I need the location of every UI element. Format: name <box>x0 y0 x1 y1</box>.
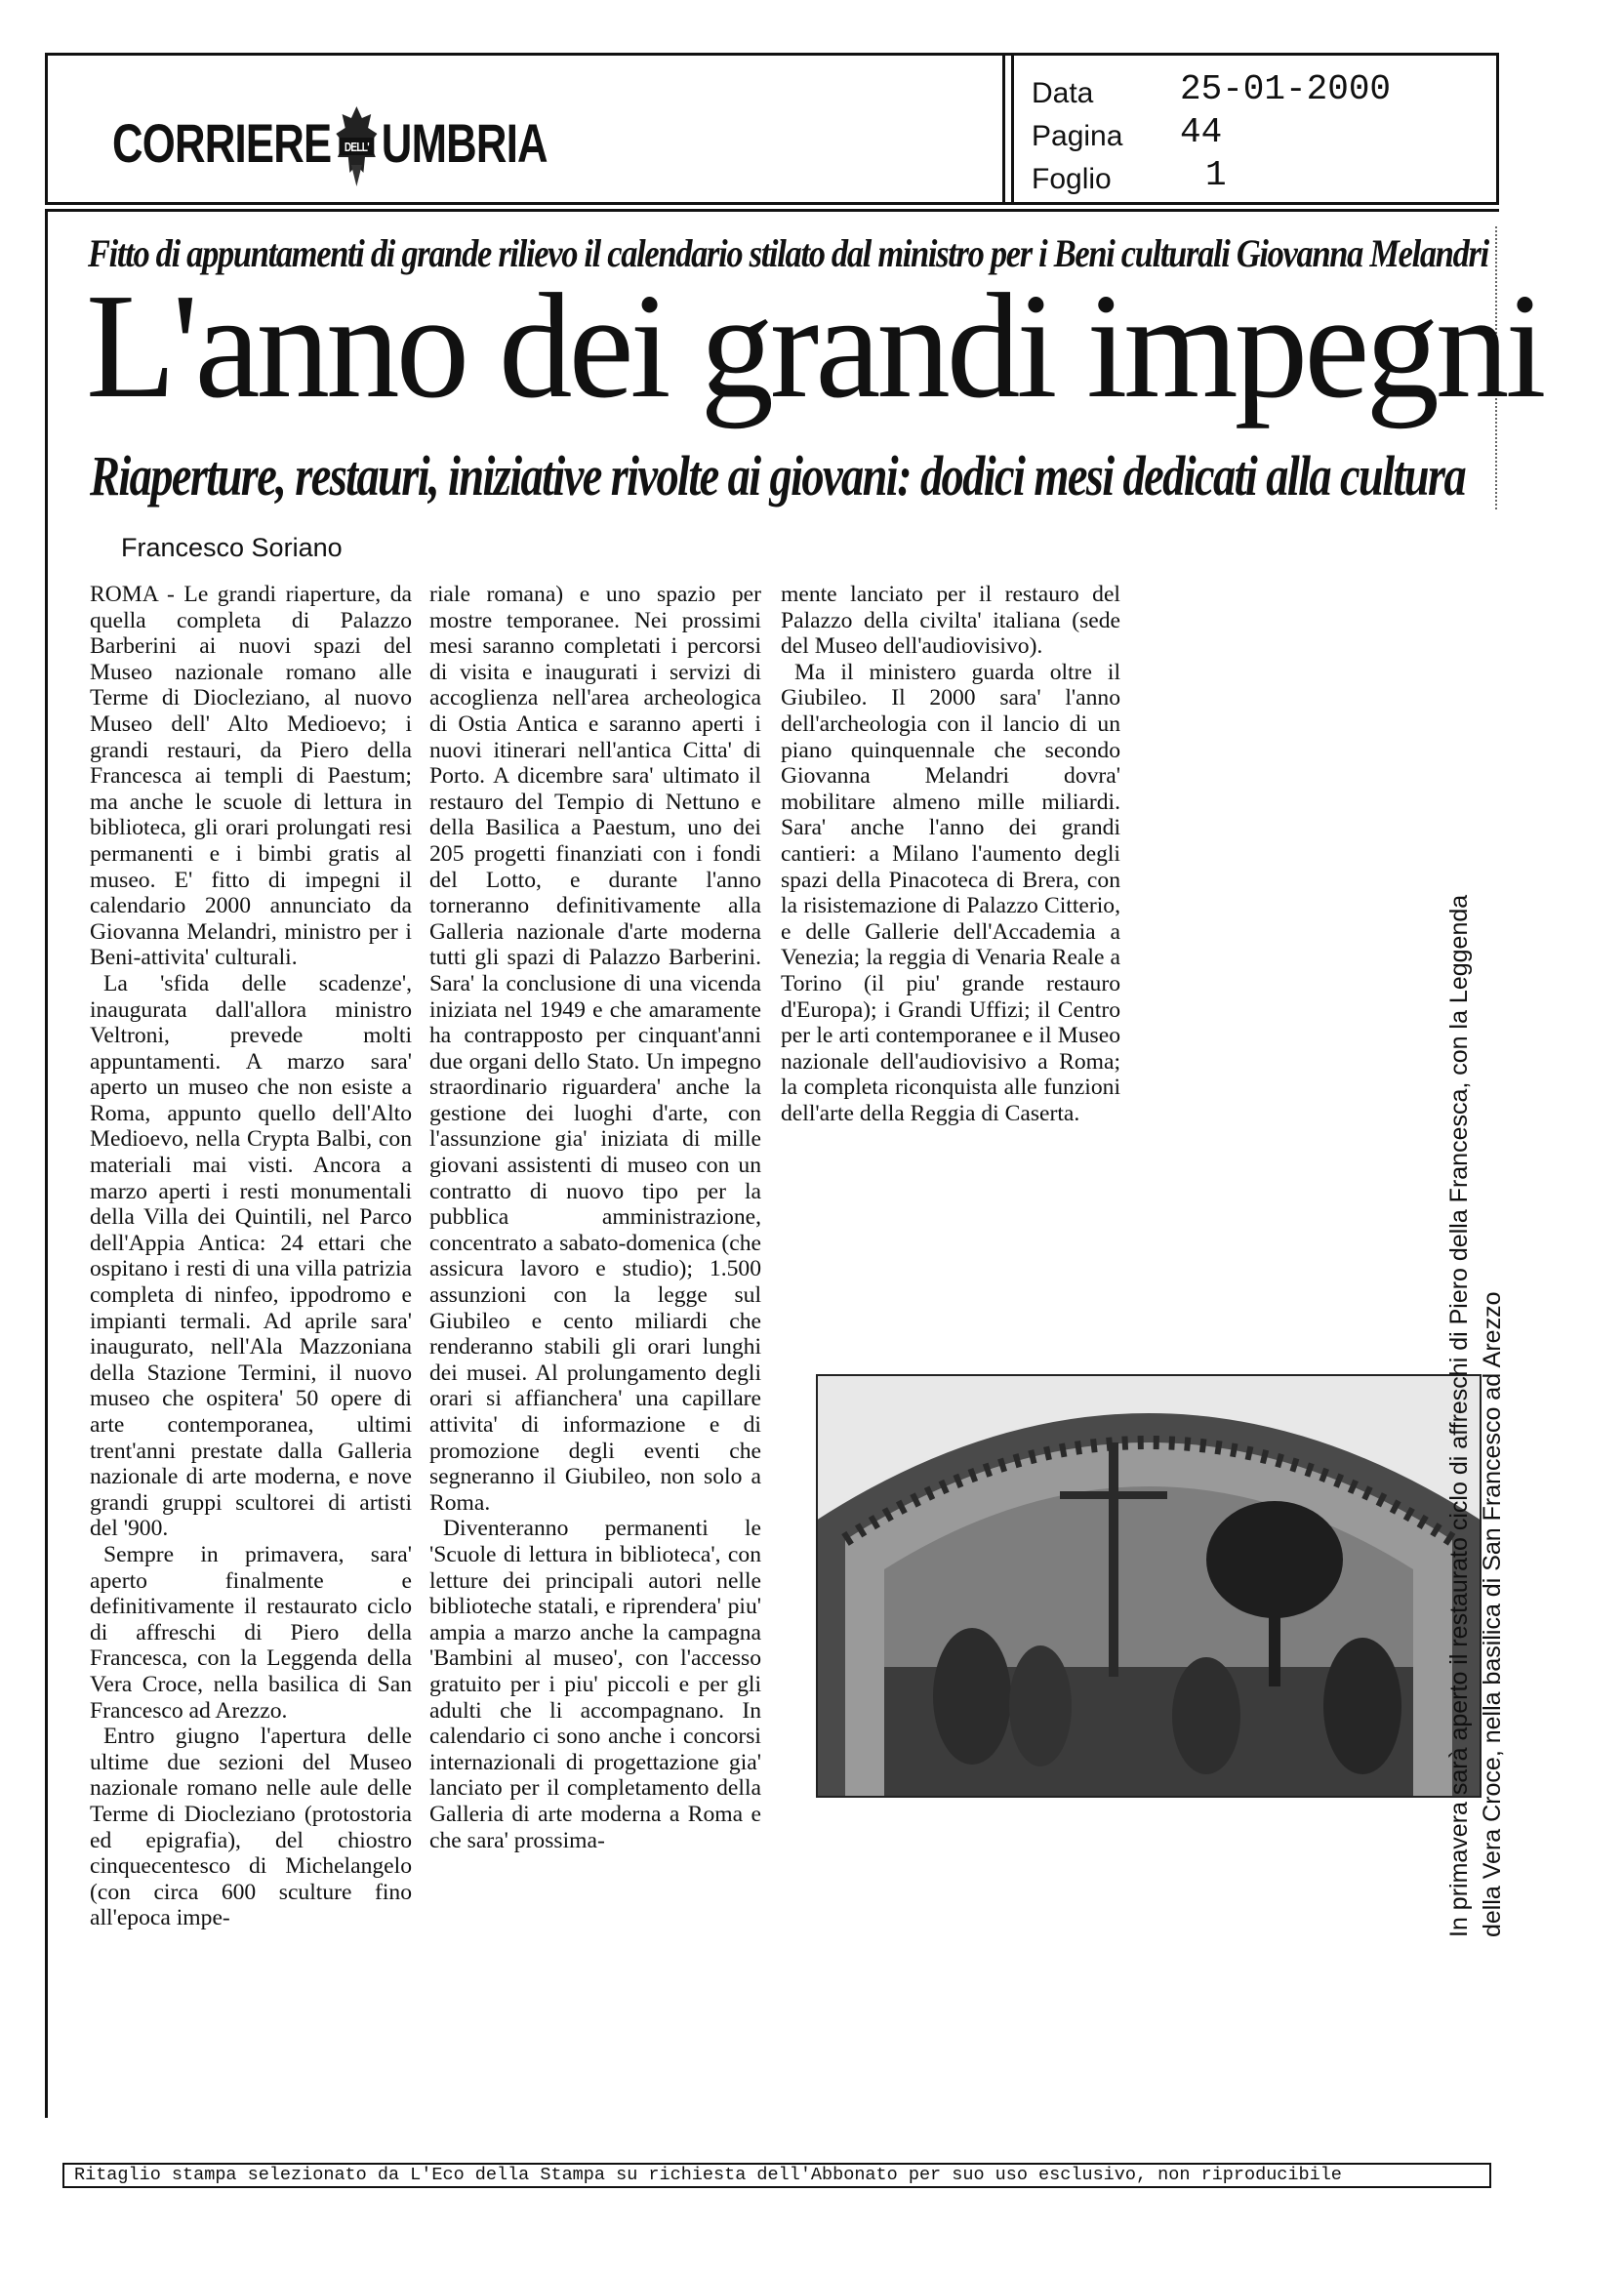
logo-text-middle: DELL' <box>344 140 369 155</box>
paragraph: Sempre in primavera, sara' aperto finalmente e definitivamente il restaurato ciclo di affreschi di Piero della Francesca, con la Leggenda della Vera Croce, nella basilica di San Francesco ad Arezzo. <box>90 1541 412 1724</box>
paragraph: Ma il ministero guarda oltre il Giubileo. Il 2000 sara' l'anno dell'archeologia con il lancio di un piano quinquennale che secondo Giovanna Melandri dovra' mobilitare almeno mille miliardi. Sara' anche l'anno dei grandi cantieri: a Milano l'aumento degli spazi della Pinacoteca di Brera, con la risistemazione di Palazzo Citterio, e delle Gallerie dell'Accademia a Venezia; la reggia di Venaria Reale a Torino (il piu' grande restauro d'Europa); i Grandi Uffizi; il Centro per le arti contemporanee e il Museo nazionale dell'audiovisivo a Roma; la completa riconquista alle funzioni dell'arte della Reggia di Caserta. <box>781 659 1120 1126</box>
meta-label: Pagina <box>1032 120 1123 152</box>
caption-line-2: della Vera Croce, nella basilica di San Francesco ad Arezzo <box>1479 1291 1506 1937</box>
paragraph: La 'sfida delle scadenze', inaugurata dall'allora ministro Veltroni, prevede molti appuntamenti. A marzo sara' aperto un museo che non esiste a Roma, appunto quello dell'Alto Medioevo, nella Crypta Balbi, con materiali mai visti. Ancora a marzo aperti i resti monumentali della Villa dei Quintili, nel Parco dell'Appia Antica: 24 ettari che ospitano i resti di una villa patrizia completa di ninfeo, ippodromo e impianti termali. Ad aprile sara' inaugurato, nell'Ala Mazzoniana della Stazione Termini, il nuovo museo che ospitera' 50 opere di arte contemporanea, ultimi trent'anni prestate dalla Galleria nazionale di arte moderna, e nove grandi gruppi scultorei di artisti del '900. <box>90 970 412 1542</box>
meta-row-sheet <box>1032 155 1490 198</box>
meta-row-date <box>1032 69 1490 112</box>
photo-caption <box>1442 805 1509 1937</box>
article-column-2 <box>429 582 761 1853</box>
header-divider <box>1002 56 1014 202</box>
paragraph: ROMA - Le grandi riaperture, da quella completa di Palazzo Barberini ai nuovi spazi del Museo nazionale romano alle Terme di Diocleziano, al nuovo Museo dell' Alto Medioevo; i grandi restauri, da Piero della Francesca ai templi di Paestum; ma anche le scuole di lettura in biblioteca, gli orari prolungati resi permanenti e i bimbi gratis al museo. E' fitto di impegni il calendario 2000 annunciato da Giovanna Melandri, ministro per i Beni-attivita' culturali. <box>90 582 412 971</box>
caption-line-1: In primavera sarà aperto il restaurato ciclo di affreschi di Piero della Francesca, con la Leggenda <box>1445 894 1473 1937</box>
paragraph: Diventeranno permanenti le 'Scuole di lettura in biblioteca', con letture dei principali autori nelle biblioteche statali, e riprendera' piu' ampia a marzo anche la campagna 'Bambini al museo', con l'accesso gratuito per i piu' piccoli e per gli adulti che li accompagnano. In calendario ci sono anche i concorsi internazionali di progettazione gia' lanciato per il completamento della Galleria di arte moderna a Roma e che sara' prossima- <box>429 1516 761 1853</box>
paragraph: riale romana) e uno spazio per mostre temporanee. Nei prossimi mesi saranno completati i percorsi di visita e inaugurati i servizi di accoglienza nell'area archeologica di Ostia Antica e saranno aperti i nuovi itinerari nell'antica Citta' di Porto. A dicembre sara' ultimato il restauro del Tempio di Nettuno e della Basilica a Paestum, uno dei 205 progetti finanziati con i fondi del Lotto, e durante l'anno torneranno definitivamente alla Galleria nazionale d'arte moderna tutti gli spazi di Palazzo Barberini. Sara' la conclusione di una vicenda iniziata nel 1949 e che amaramente ha contrapposto per cinquant'anni due organi dello Stato. Un impegno straordinario riguardera' anche la gestione dei luoghi d'arte, con l'assunzione gia' iniziata di mille giovani assistenti di museo con un contratto di nuovo tipo per la pubblica amministrazione, concentrato a sabato-domenica (che assicura lavoro e studio); 1.500 assunzioni con la legge sul Giubileo e cento miliardi che renderanno stabili gli orari lunghi dei musei. Al prolungamento degli orari si affianchera' una capillare attivita' di informazione e di promozione degli eventi che segneranno il Giubileo, non solo a Roma. <box>429 582 761 1516</box>
article-headline: L'anno dei grandi impegni <box>86 264 1543 429</box>
article-top-rule <box>45 209 1499 212</box>
meta-label: Data <box>1032 77 1094 109</box>
article-column-3 <box>781 582 1120 1126</box>
fresco-image <box>816 1374 1482 1798</box>
meta-value: 1 <box>1205 155 1227 195</box>
header-box <box>45 53 1499 205</box>
article-byline: Francesco Soriano <box>121 533 343 562</box>
meta-label: Foglio <box>1032 163 1112 195</box>
fresco-photo <box>816 1374 1482 1798</box>
logo-text-left: CORRIERE <box>112 111 332 174</box>
newspaper-logo <box>112 101 548 184</box>
meta-value: 44 <box>1180 112 1223 152</box>
paragraph: mente lanciato per il restauro del Palazzo della civilta' italiana (sede del Museo dell'audiovisivo). <box>781 582 1120 660</box>
article-kicker: Fitto di appuntamenti di grande rilievo il calendario stilato dal ministro per i Beni culturali Giovanna Melandri <box>88 231 1488 275</box>
paragraph: Entro giugno l'apertura delle ultime due sezioni del Museo nazionale romano nelle aule delle Terme di Diocleziano (protostoria ed epigrafia), del chiostro cinquecentesco di Michelangelo (con circa 600 sculture fino all'epoca impe- <box>90 1724 412 1931</box>
clipping-footer: Ritaglio stampa selezionato da L'Eco della Stampa su richiesta dell'Abbonato per suo uso esclusivo, non riproducibile <box>62 2163 1491 2188</box>
meta-row-page <box>1032 112 1490 155</box>
clipping-metadata <box>1032 69 1490 198</box>
logo-text-right: UMBRIA <box>381 111 548 174</box>
meta-value: 25-01-2000 <box>1180 69 1392 109</box>
griffin-emblem-icon <box>333 104 380 188</box>
article-subhead: Riaperture, restauri, iniziative rivolte ai giovani: dodici mesi dedicati alla cultura <box>90 444 1466 508</box>
article-column-1 <box>90 582 412 1931</box>
article-left-rule <box>45 209 48 2118</box>
